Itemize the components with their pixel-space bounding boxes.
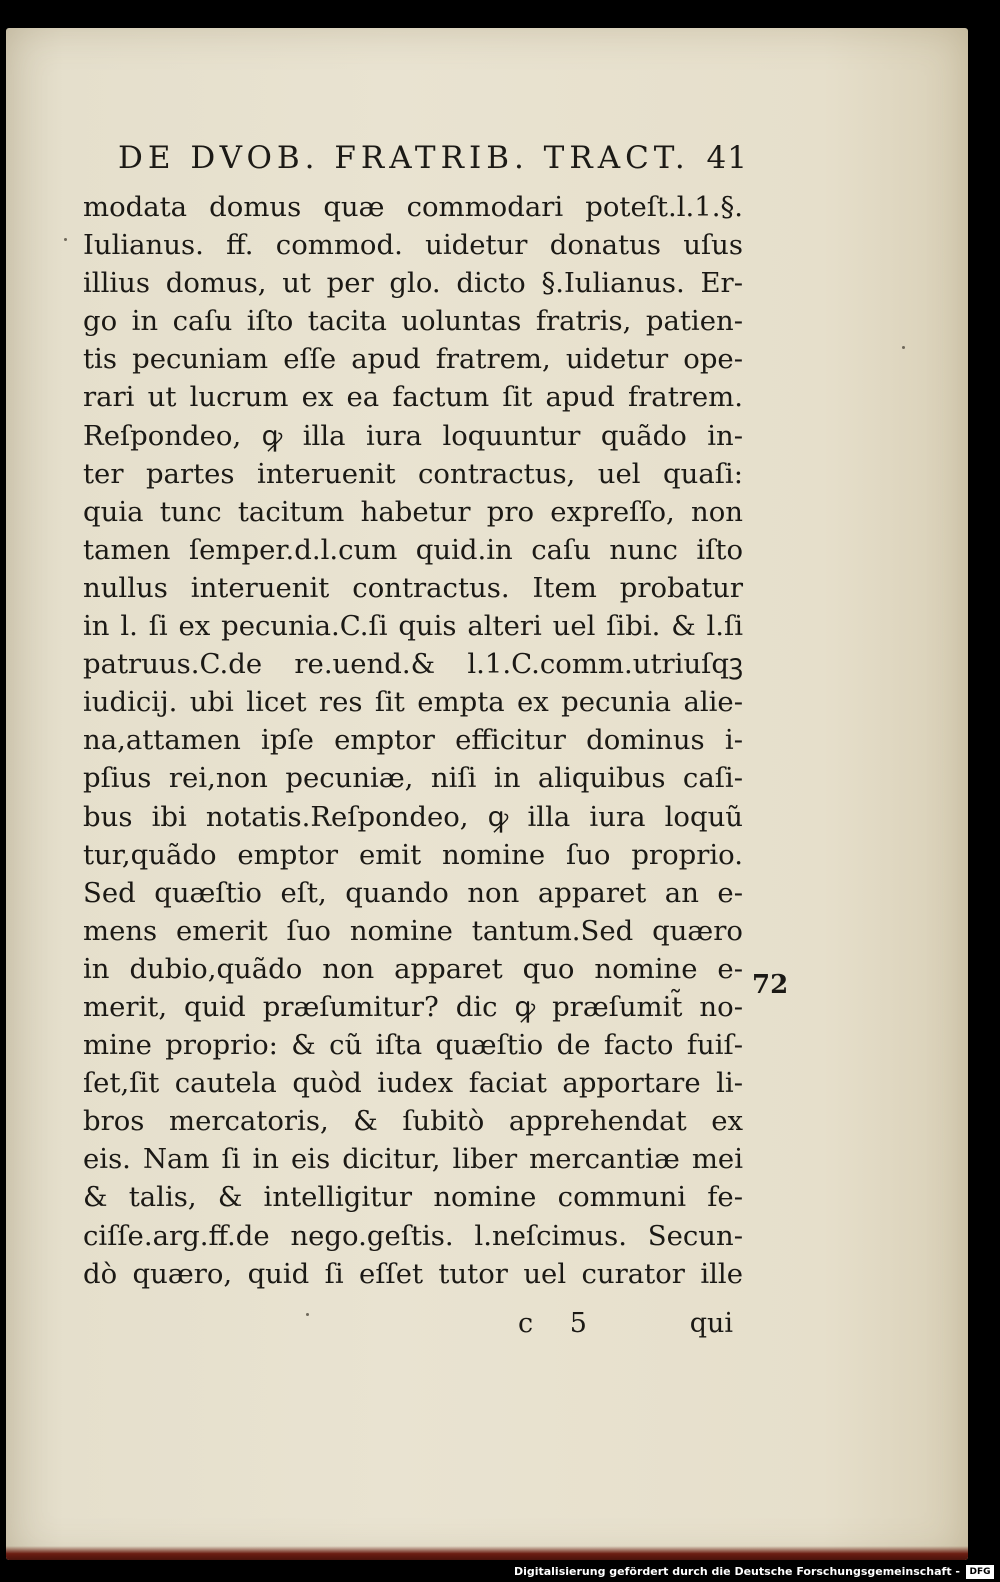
paper-speck	[902, 346, 905, 349]
credit-bar	[0, 1560, 1000, 1582]
text-line: quia tunc tacitum habetur pro expreſſo, non	[83, 495, 743, 528]
text-line: nullus interuenit contractus. Item probatur	[83, 571, 743, 604]
text-line: na,attamen ipſe emptor efficitur dominus i-	[83, 724, 743, 757]
text-line: Iulianus. ff. commod. uidetur donatus uſus	[83, 229, 743, 262]
text-line: illius domus, ut per glo. dicto §.Iulianus. Er-	[83, 267, 743, 300]
text-line: modata domus quæ commodari poteſt.l.1.§.	[83, 191, 743, 223]
paper-speck	[306, 1313, 309, 1316]
text-line: Sed quæſtio eſt, quando non apparet an e-	[83, 876, 743, 909]
catchword: qui	[689, 1308, 733, 1339]
text-line: tis pecuniam eſſe apud fratrem, uidetur ope-	[83, 343, 743, 376]
text-line: go in caſu iſto tacita uoluntas fratris, patien-	[83, 305, 743, 338]
text-line: ter partes interuenit contractus, uel quaſi:	[83, 457, 743, 490]
text-line: patruus.C.de re.uend.& l.1.C.comm.utriuſqꝫ	[83, 648, 743, 681]
text-line: dò quæro, quid ſi eſſet tutor uel curator ille	[83, 1257, 743, 1290]
text-line: merit, quid præſumitur? dic ꝙ præſumit̃ no-	[83, 990, 743, 1023]
margin-note: 72	[752, 970, 789, 1000]
text-line: ciſſe.arg.ff.de nego.geſtis. l.neſcimus. Secun-	[83, 1219, 743, 1252]
text-line: mine proprio: & cũ iſta quæſtio de facto fuiſ-	[83, 1029, 743, 1062]
text-line: iudicij. ubi licet res ſit empta ex pecunia alie-	[83, 686, 743, 719]
text-line: & talis, & intelligitur nomine communi fe-	[83, 1181, 743, 1214]
dfg-logo: DFG	[966, 1565, 994, 1579]
text-line: bus ibi notatis.Reſpondeo, ꝙ illa iura loquũ	[83, 800, 743, 833]
text-line: in dubio,quãdo non apparet quo nomine e-	[83, 952, 743, 985]
text-line: tamen ſemper.d.l.cum quid.in caſu nunc iſto	[83, 533, 743, 566]
text-line: mens emerit ſuo nomine tantum.Sed quæro	[83, 914, 743, 947]
running-header	[118, 140, 748, 186]
text-line: Reſpondeo, ꝙ illa iura loquuntur quãdo in-	[83, 419, 743, 452]
text-line: rari ut lucrum ex ea factum ſit apud fratrem.	[83, 381, 743, 414]
signature-mark: c 5	[518, 1308, 601, 1339]
text-line: eis. Nam ſi in eis dicitur, liber mercantiæ mei	[83, 1143, 743, 1176]
book-page	[6, 28, 968, 1560]
text-line: tur,quãdo emptor emit nomine ſuo proprio.	[83, 838, 743, 871]
folio-number: 41	[706, 140, 748, 176]
body-text	[83, 188, 743, 1293]
text-line: in l. ſi ex pecunia.C.ſi quis alteri uel ſibi. & l.ſi	[83, 610, 743, 643]
page-bottom-edge	[6, 1546, 968, 1560]
text-line: bros mercatoris, & ſubitò apprehendat ex	[83, 1105, 743, 1138]
text-line: ſet,ſit cautela quòd iudex faciat apportare li-	[83, 1067, 743, 1100]
digitization-credit: Digitalisierung gefördert durch die Deutsche Forschungsgemeinschaft -	[513, 1565, 960, 1578]
paper-speck	[64, 238, 67, 241]
header-title: DE DVOB. FRATRIB. TRACT.	[118, 140, 690, 176]
signature-line	[518, 1308, 733, 1344]
text-line: pſius rei,non pecuniæ, niſi in aliquibus caſi-	[83, 762, 743, 795]
